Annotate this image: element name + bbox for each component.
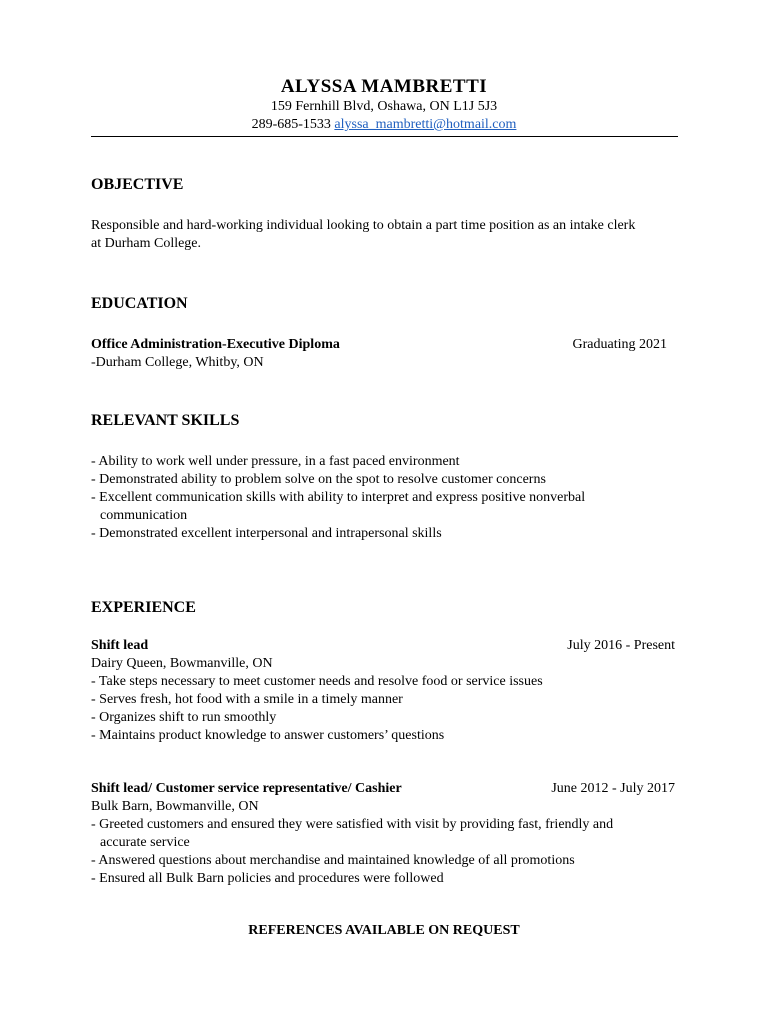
skills-list <box>91 453 585 543</box>
education-school: -Durham College, Whitby, ON <box>91 355 264 370</box>
education-date: Graduating 2021 <box>572 337 667 352</box>
job-dates: July 2016 - Present <box>567 638 675 653</box>
list-item: - Serves fresh, hot food with a smile in a timely manner <box>91 692 403 707</box>
list-item: - Take steps necessary to meet customer needs and resolve food or service issues <box>91 674 543 689</box>
list-item: - Maintains product knowledge to answer customers’ questions <box>91 728 445 743</box>
skills-heading: RELEVANT SKILLS <box>91 412 240 429</box>
address-line: 159 Fernhill Blvd, Oshawa, ON L1J 5J3 <box>270 99 498 114</box>
candidate-name: ALYSSA MAMBRETTI <box>280 76 488 97</box>
email-link[interactable]: alyssa_mambretti@hotmail.com <box>334 117 517 132</box>
list-item: - Demonstrated excellent interpersonal and intrapersonal skills <box>91 526 442 541</box>
objective-text-line-1: Responsible and hard-working individual looking to obtain a part time position as an intake clerk <box>91 218 636 233</box>
objective-text-line-2: at Durham College. <box>91 236 202 251</box>
job-employer: Dairy Queen, Bowmanville, ON <box>91 656 273 671</box>
list-item: - Demonstrated ability to problem solve on the spot to resolve customer concerns <box>91 472 546 487</box>
list-item: accurate service <box>100 835 190 850</box>
job-dates: June 2012 - July 2017 <box>551 781 675 796</box>
job-employer: Bulk Barn, Bowmanville, ON <box>91 799 259 814</box>
list-item: - Ability to work well under pressure, in a fast paced environment <box>91 454 460 469</box>
list-item: - Excellent communication skills with ability to interpret and express positive nonverbal <box>91 490 586 505</box>
education-program: Office Administration-Executive Diploma <box>91 337 340 352</box>
job-title: Shift lead <box>91 638 149 653</box>
list-item: - Answered questions about merchandise and maintained knowledge of all promotions <box>91 853 575 868</box>
experience-heading: EXPERIENCE <box>91 599 196 616</box>
job-duties-list <box>91 816 613 888</box>
objective-heading: OBJECTIVE <box>91 176 184 193</box>
list-item: communication <box>100 508 188 523</box>
contact-line <box>0 117 768 133</box>
list-item: - Ensured all Bulk Barn policies and procedures were followed <box>91 871 444 886</box>
list-item: - Greeted customers and ensured they were satisfied with visit by providing fast, friendly and <box>91 817 614 832</box>
job-duties-list <box>91 673 543 745</box>
job-title: Shift lead/ Customer service representative/ Cashier <box>91 781 402 796</box>
header-divider <box>91 136 678 137</box>
list-item: - Organizes shift to run smoothly <box>91 710 277 725</box>
phone-number: 289-685-1533 <box>251 117 331 132</box>
education-heading: EDUCATION <box>91 295 188 312</box>
references-note: REFERENCES AVAILABLE ON REQUEST <box>248 923 520 938</box>
